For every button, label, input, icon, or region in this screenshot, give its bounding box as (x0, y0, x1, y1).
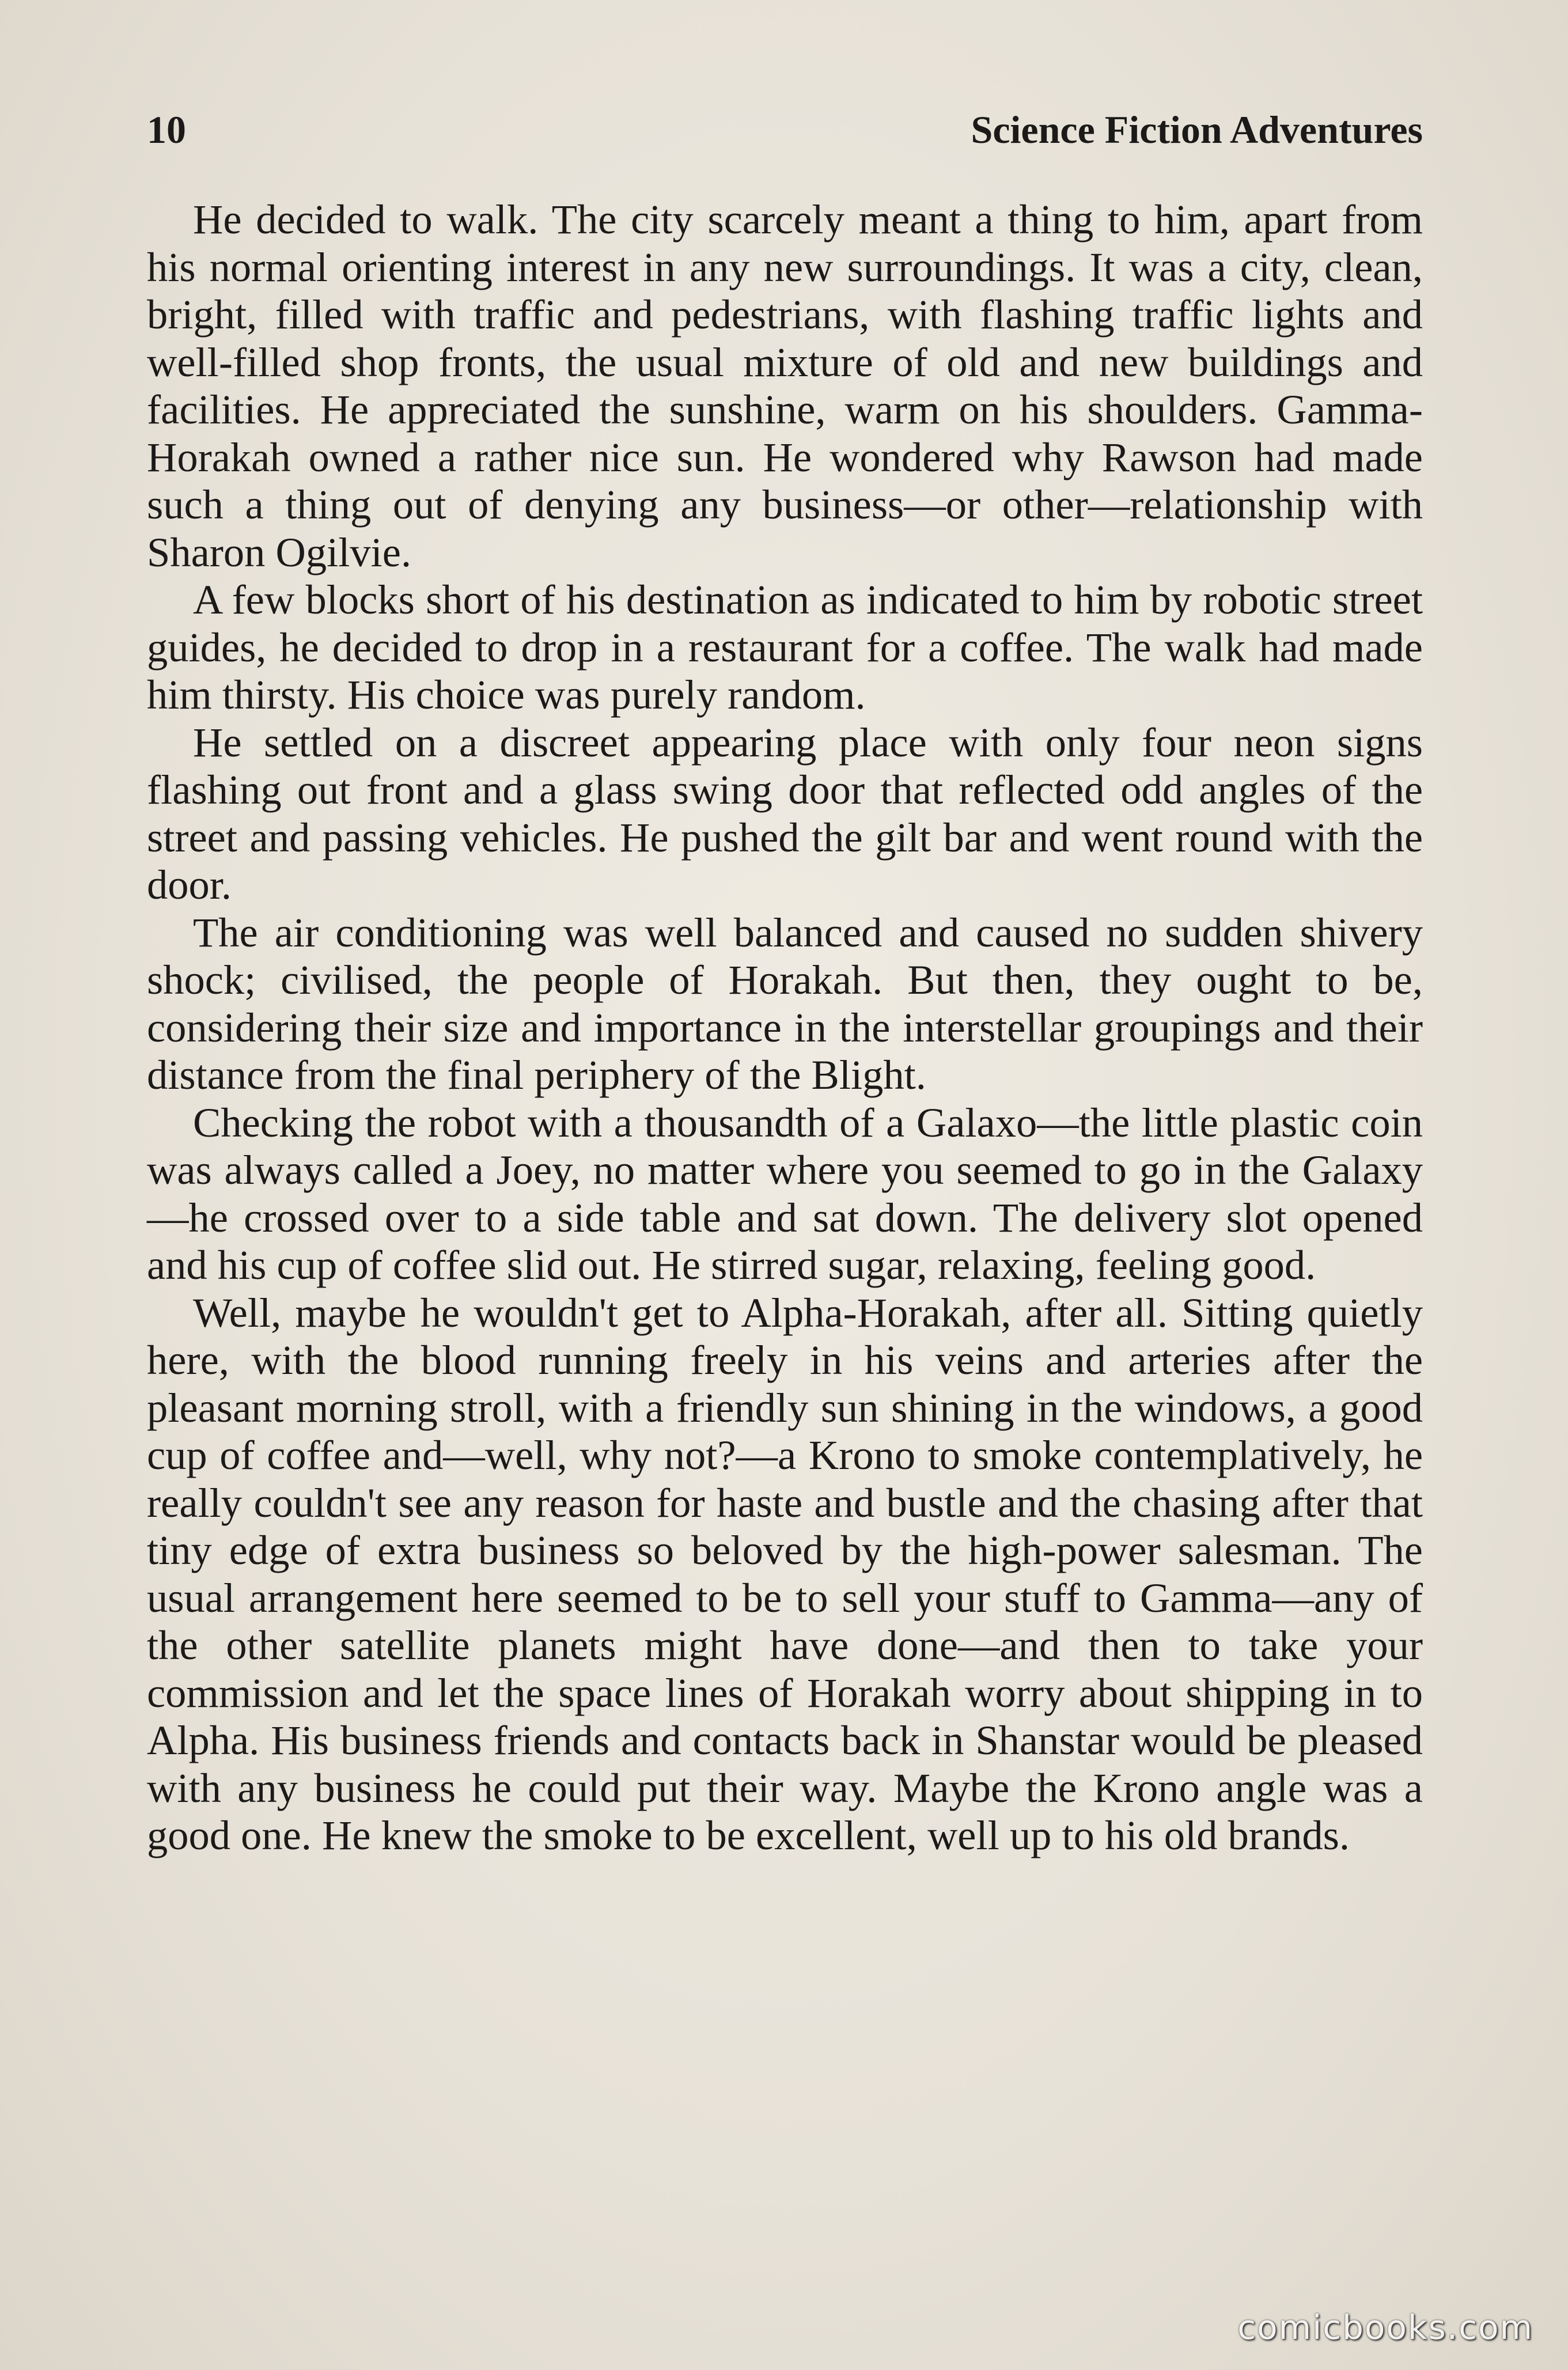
page-number: 10 (147, 108, 186, 152)
paragraph: The air conditioning was well balanced and caused no sudden shivery shock; civilised, the people of Horakah. But then, they ought to be, considering their size and importance in the interstellar groupings and their distance from the final periphery of the Blight. (147, 908, 1423, 1098)
watermark: comicbooks.com (1237, 2308, 1533, 2347)
body-text (147, 196, 1423, 1860)
paragraph: Checking the robot with a thousandth of a Galaxo—the little plastic coin was always called a Joey, no matter where you seemed to go in the Galaxy—he crossed over to a side table and sat down. The delivery slot opened and his cup of coffee slid out. He stirred sugar, relaxing, feeling good. (147, 1099, 1423, 1288)
paragraph: A few blocks short of his destination as indicated to him by robotic street guides, he decided to drop in a restaurant for a coffee. The walk had made him thirsty. His choice was purely random. (147, 576, 1423, 718)
running-title: Science Fiction Adventures (971, 108, 1423, 152)
paragraph: He settled on a discreet appearing place with only four neon signs flashing out front and a glass swing door that reflected odd angles of the street and passing vehicles. He pushed the gilt bar and went round with the door. (147, 718, 1423, 908)
paragraph: Well, maybe he wouldn't get to Alpha-Horakah, after all. Sitting quietly here, with the blood running freely in his veins and arteries after the pleasant morning stroll, with a friendly sun shining in the windows, a good cup of coffee and—well, why not?—a Krono to smoke contemplatively, he really couldn't see any reason for haste and bustle and the chasing after that tiny edge of extra business so beloved by the high-power salesman. The usual arrangement here seemed to be to sell your stuff to Gamma—any of the other satellite planets might have done—and then to take your commission and let the space lines of Horakah worry about shipping in to Alpha. His business friends and contacts back in Shanstar would be pleased with any business he could put their way. Maybe the Krono angle was a good one. He knew the smoke to be excellent, well up to his old brands. (147, 1289, 1423, 1858)
page-header (147, 104, 1423, 156)
paragraph: He decided to walk. The city scarcely meant a thing to him, apart from his normal orienting interest in any new surroundings. It was a city, clean, bright, filled with traffic and pedestrians, with flashing traffic lights and well-filled shop fronts, the usual mixture of old and new buildings and facilities. He appreciated the sunshine, warm on his shoulders. Gamma-Horakah owned a rather nice sun. He wondered why Rawson had made such a thing out of denying any business—or other—relationship with Sharon Ogilvie. (147, 196, 1423, 576)
